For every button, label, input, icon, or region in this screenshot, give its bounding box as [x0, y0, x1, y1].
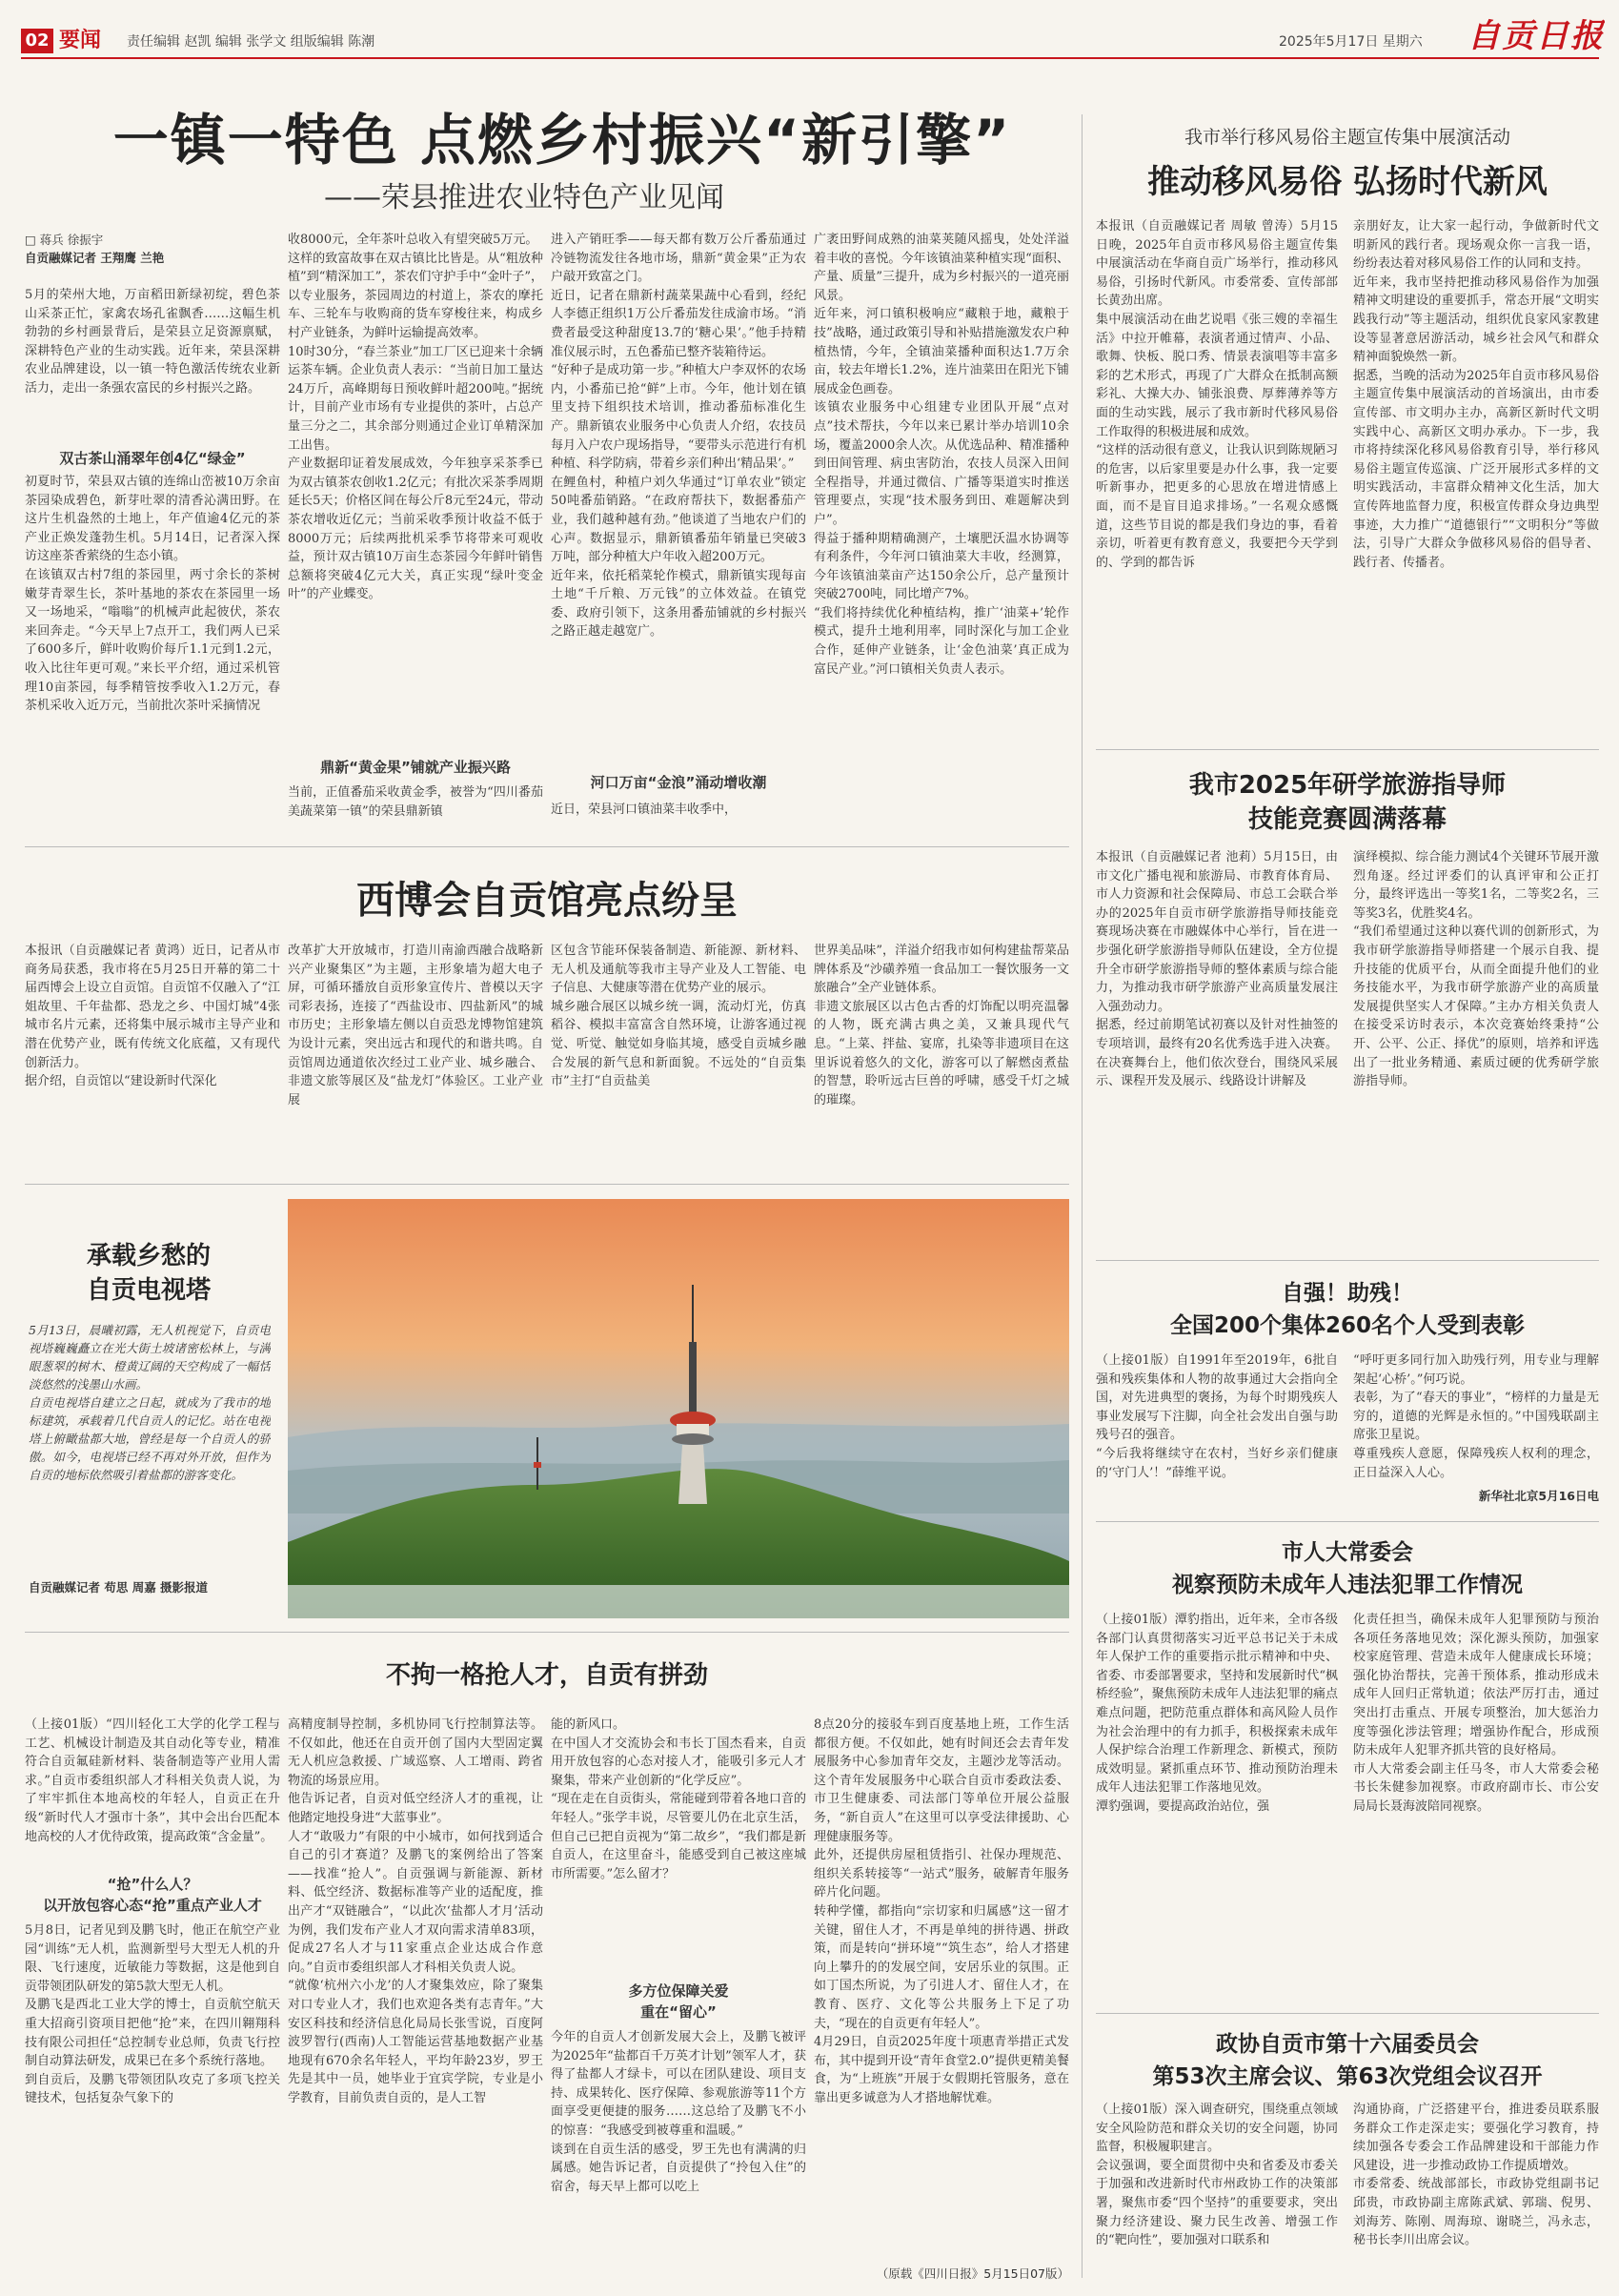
a1-heading-tea: 双古茶山涌翠年创4亿“绿金”	[59, 450, 246, 467]
a7-title	[1096, 1536, 1599, 1601]
a3-col1: 本报讯（自贡融媒记者 池莉）5月15日，由市文化广播电视和旅游局、市教育体育局、市人力资源和社会保障局、市总工会联合举办的2025年自贡市研学旅游指导师技能竞赛现场决赛在市融媒体中心举行，旨在进一步强化研学旅游指导师队伍建设，全方位提升全市研学旅游指导师的整体素质与综合能力，为推动我市研学旅游产业高质量发展注入强劲动力。 据悉，经过前期笔试初赛以及针对性抽签的专项培训，最终有20名优秀选手进入决赛。在决赛舞台上，他们依次登台，围绕风采展示、课程开发及展示、线路设计讲解及	[1096, 850, 1338, 1089]
divider-left-right	[1082, 114, 1083, 2278]
a1-col1b: 初夏时节，荣县双古镇的连绵山峦被10万余亩茶园染成碧色，新芽吐翠的清香沁满田野。在这片生机盎然的土地上，年产值逾4亿元的茶产业正焕发蓬勃生机。5月14日，记者深入探访这座茶香萦绕的生态小镇。 在该镇双古村7组的茶园里，两寸余长的茶树嫩芽青翠生长，茶叶基地的茶农在茶园里一场又一场地采，“嗡嗡”的机械声此起彼伏，茶农来回奔走。“今天早上7点开工，我们两人已采了600多斤，鲜叶收购价每斤1.1元到1.2元，收入比往年更可观。”来长平介绍，通过采机管理10亩茶园，每季精管按季收入1.2万元，春茶机采收入近万元，当前批次茶叶采摘情况	[25, 475, 280, 714]
divider-a4-photo	[25, 1184, 1069, 1185]
a9-col2: 沟通协商，广泛搭建平台，推进委员联系服务群众工作走深走实；要强化学习教育，持续加强各专委会工作品牌建设和干部能力作风建设，进一步推动政协工作提质增效。 市委常委、统战部部长，市政协党组副书记邱贵，市政协副主席陈武斌、郭瑞、倪男、刘海芳、陈刚、周海琼、谢晓兰，冯永志，秘书长李川出席会议。	[1353, 2103, 1599, 2248]
a1-heading-tomato: 鼎新“黄金果”铺就产业振兴路	[320, 759, 511, 776]
a8-heading-who	[25, 1874, 280, 1916]
a8-heading-who-line1: “抢”什么人？	[107, 1876, 198, 1893]
a8-col4: 8点20分的接驳车到百度基地上班，工作生活都很方便。不仅如此，她有时间还会去青年发展服务中心参加青年交友，主题沙龙等活动。这个青年发展服务中心联合自贡市委政法委、市卫生健康委、司法部门等单位开展公益服务，“新自贡人”在这里可以享受法律援助、心理健康服务等。 此外，还提供房屋租赁指引、社保办理规范、组织关系转接等“一站式”服务，破解青年服务碎片化问题。 转种学懂，都指向“宗切家和归属感”这一留才关键，留住人才，不再是单纯的拼待遇、拼政策，而是转向“拼环境”“筑生态”，给人才搭建向上攀升的的发展空间，安居乐业的氛围。正如丁国杰所说，为了引进人才、留住人才，在教育、医疗、文化等公共服务上下足了功夫，“现在的自贡更有年轻人”。 4月29日，自贡2025年度十项惠青举措正式发布，其中提到开设“青年食堂2.0”提供更精美餐食，为“上班族”开展于女假期托管服务，意在靠出更多诚意为人才搭地解忧难。	[814, 1717, 1069, 2105]
a8-col1b: 5月8日，记者见到及鹏飞时，他正在航空产业园“训练”无人机，监测新型号大型无人机的升限、飞行速度，近敏能力等数据，这是他到自贡带领团队研发的第5款大型无人机。 及鹏飞是西北工业大学的博士，自贡航空航天重大招商引资项目把他“抢”来，在四川翱翔科技有限公司担任“总控制专业总师，负责飞行控制自动算法研发，成果已在多个系统行落地。 到自贡后，及鹏飞带领团队攻克了多项飞控关键技术，包括复杂气象下的	[25, 1923, 280, 2106]
a8-heading-who-line2: 以开放包容心态“抢”重点产业人才	[43, 1897, 262, 1914]
a1-byline	[25, 231, 282, 267]
a5-title	[25, 1239, 273, 1308]
a6-col1: （上接01版）自1991年至2019年，6批自强和残疾集体和人物的故事通过大会指向全国，对先进典型的褒扬，为每个时期残疾人事业发展写下注脚，向全社会发出自强与助残号召的强音。 “今后我将继续守在农村，当好乡亲们健康的‘守门人’！”薛维平说。	[1096, 1353, 1338, 1480]
a1-col2: 收8000元，全年茶叶总收入有望突破5万元。 这样的致富故事在双古镇比比皆是。从“粗放种植”到“精深加工”，茶农们守护手中“金叶子”，以专业服务，茶园周边的村道上，茶农的摩托车、三轮车与收购商的货车穿梭往来，构成乡村产业链条，为鲜叶运输提高效率。 10时30分，“春兰茶业”加工厂区已迎来十余辆运茶车辆。企业负责人表示：“当前日加工量达24万斤，高峰期每日预收鲜叶超200吨。”据统计，目前产业市场有专业提供的茶叶，占总产量三分之二，其余部分则通过企业订单精深加工出售。 产业数据印证着发展成效，今年独享采茶季已为双古镇茶农创收1.2亿元；有批次采茶季周期延长5天；价格区间在每公斤8元至24元，带动茶农增收近亿元；当前采收季预计收益不低于8000万元；后续两批机采季节将带来可观收益，预计双古镇10万亩生态茶园今年鲜叶销售总额将突破4亿元大关，真正实现“绿叶变金叶”的产业蝶变。	[288, 233, 543, 602]
a7-title-line2: 视察预防未成年人违法犯罪工作情况	[1172, 1573, 1523, 1597]
a4-col2: 改革扩大开放城市，打造川南渝西融合战略新兴产业聚集区”为主题，主形象墙为超大电子屏，可循环播放自贡形象宣传片、普模以天字司彩表扬，连接了“西盐设市、四盐新风”的城市历史；主形象墙左侧以自贡恐龙博物馆建筑为设计元素，突出远古和现代的和谐共鸣。自贡馆周边通道依次经过工业产业、城乡融合、非遗文旅等展区及“盐龙灯”体验区。工业产业展	[288, 944, 543, 1107]
a2-title: 推动移风易俗 弘扬时代新风	[1147, 163, 1548, 201]
a8-col3b: 今年的自贡人才创新发展大会上，及鹏飞被评为2025年“盐都百千万英才计划”领军人才，获得了盐都人才绿卡，可以在团队建设、项目支持、成果转化、医疗保障、参观旅游等11个方面享受更便捷的服务……这总给了及鹏飞不小的惊喜：“我感受到被尊重和温暖。” 谈到在自贡生活的感受，罗王先也有满满的归属感。她告诉记者，自贡提供了“拎包入住”的宿舍，每天早上都可以吃上	[551, 2030, 806, 2194]
a4-col1: 本报讯（自贡融媒记者 黄鸿）近日，记者从市商务局获悉，我市将在5月25日开幕的第二十届西博会上设立自贡馆。自贡馆不仅融入了“江姐故里、千年盐都、恐龙之乡、中国灯城”4张城市名片元素，还将集中展示城市主导产业和潜在优势产业，既有传统文化底蕴，又有现代创新活力。 据介绍，自贡馆以“建设新时代深化	[25, 944, 280, 1089]
a2-col2: 亲朋好友，让大家一起行动，争做新时代文明新风的践行者。现场观众你一言我一语，纷纷表达着对移风易俗工作的认同和支持。 近年来，我市坚持把推动移风易俗作为加强精神文明建设的重要抓手，常态开展“文明实践我行动”等主题活动，组织优良家风家教建设等显著意居游活动，城乡社会风气和群众精神面貌焕然一新。 据悉，当晚的活动为2025年自贡市移风易俗主题宣传集中展演活动的首场演出，由市委宣传部、市文明办主办，高新区新时代文明实践中心、高新区文明办承办。下一步，我市将持续深化移风易俗教育引导，举行移风易俗主题宣传巡演、广泛开展形式多样的文明实践活动，丰富群众精神文化生活，加大宣传阵地监督力度，积极宣传群众身边典型事迹，大力推广“道德银行”“文明积分”等做法，引导广大群众争做移风易俗的倡导者、践行者、传播者。	[1353, 219, 1599, 570]
a8-heading-retain-line2: 重在“留心”	[640, 2003, 717, 2021]
a7-col2: 化责任担当，确保未成年人犯罪预防与预治各项任务落地见效；深化源头预防，加强家校家庭管理、营造未成年人健康成长环境；强化协治帮扶，完善干预体系，推动形成未成年人回归正常轨道；依法严厉打击，通过突出打击重点、开展专项整治，加大惩治力度等强化涉法管理；增强协作配合，形成预防未成年人犯罪齐抓共管的良好格局。 市人大常委会副主任马冬，市人大常委会秘书长朱健参加视察。市政府副市长、市公安局局长聂海波陪同视察。	[1353, 1613, 1599, 1814]
a5-title-line1: 承载乡愁的	[86, 1242, 211, 1270]
a8-source-credit: （原载《四川日报》5月15日07版）	[876, 2266, 1069, 2281]
a1-heading-rapeseed: 河口万亩“金浪”涌动增收潮	[590, 774, 767, 791]
a1-col3: 进入产销旺季——每天都有数万公斤番茄通过冷链物流发往各地市场，鼎新“黄金果”正为农户敲开致富之门。 近日，记者在鼎新村蔬菜果蔬中心看到，经纪人李德正组织1万公斤番茄发往成渝市场。“消费者最受这种甜度13.7的‘糖心果’。”他手持精准仪展示时，五色番茄已整齐装箱待运。 “好种子是成功第一步。”种植大户李双怀的农场内，小番茄已抢“鲜”上市。今年，他计划在镇里支持下组织技术培训，推动番茄标准化生产。鼎新镇农业服务中心负责人介绍，农技员每月入户农户现场指导，“要带头示范进行有机种植、科学防病，带着乡亲们种出‘精品果’。” 在鲤鱼村，种植户刘久华通过“订单农业”锁定50吨番茄销路。“在政府帮扶下，数据番茄产业，我们越种越有劲。”他谈道了当地农户们的心声。数据显示，鼎新镇番茄年销量已突破3万吨，部分种植大户年收入超200万元。 近年来，依托稻菜轮作模式，鼎新镇实现每亩土地“千斤粮、万元钱”的立体效益。在镇党委、政府引领下，这条用番茄铺就的乡村振兴之路正越走越宽广。	[551, 233, 806, 640]
a2-kicker: 我市举行移风易俗主题宣传集中展演活动	[1184, 127, 1510, 148]
divider-a3-a6	[1096, 1260, 1599, 1261]
a9-title-line1: 政协自贡市第十六届委员会	[1216, 2032, 1479, 2057]
a3-col2: 演绎模拟、综合能力测试4个关键环节展开激烈角逐。经过评委们的认真评审和公正打分，最终评选出一等奖1名，二等奖2名，三等奖3名，优胜奖4名。 “我们希望通过这种以赛代训的创新形式，为我市研学旅游指导师搭建一个展示自我、提升技能的优质平台，从而全面提升他们的业务技能水平，为我市研学旅游产业的高质量发展提供坚实人才保障。”主办方相关负责人在接受采访时表示，本次竞赛始终秉持“公开、公平、公正、择优”的原则，培养和评选出了一批业务精通、素质过硬的优秀研学旅游指导师。	[1353, 850, 1599, 1089]
a6-credit: 新华社北京5月16日电	[1478, 1489, 1599, 1503]
a6-title-line1: 自强！助残！	[1282, 1281, 1413, 1306]
a8-title: 不拘一格抢人才，自贡有拼劲	[385, 1661, 708, 1690]
divider-a2-a3	[1096, 749, 1599, 750]
issue-date: 2025年5月17日 星期六	[1279, 34, 1423, 50]
a5-body: 5月13日，晨曦初露，无人机视觉下，自贡电视塔巍巍矗立在光大街土坡诸密松林上，与满眼葱翠的树木、橙黄辽阔的天空构成了一幅恬淡悠然的浅墨山水画。 自贡电视塔自建立之日起，就成为了我市的地标建筑，承载着几代自贡人的记忆。站在电视塔上俯瞰盐都大地，曾经是每一个自贡人的骄傲。如今，电视塔已经不再对外开放，但作为自贡的地标依然吸引着盐都的游客变化。	[29, 1323, 271, 1482]
a1-subtitle: ——荣县推进农业特色产业见闻	[324, 181, 724, 214]
a7-col1: （上接01版）潭豹指出，近年来，全市各级各部门认真贯彻落实习近平总书记关于未成年人保护工作的重要指示批示精神和中央、省委、市委部署要求，坚持和发展新时代“枫桥经验”，聚焦预防未成年人违法犯罪的痛点难点问题，把防范重点群体和高风险人员作为社会治理中的有力抓手，积极探索未成年人保护综合治理工作新理念、新模式，预防成效明显。紧抓重点环节、推动预防治理未成年人违法犯罪工作落地见效。 潭豹强调，要提高政治站位，强	[1096, 1613, 1338, 1814]
newspaper-logo: 自贡日报	[1467, 17, 1605, 55]
divider-a1-a4	[25, 846, 1069, 847]
a6-title	[1096, 1277, 1599, 1342]
a9-col1: （上接01版）深入调查研究，围绕重点领域安全风险防范和群众关切的安全问题，协同监督，积极履职建言。 会议强调，要全面贯彻中央和省委及市委关于加强和改进新时代市州政协工作的决策部署，聚焦市委“四个坚持”的重要要求，突出聚力经济建设、聚力民生改善、增强工作的“靶向性”，要加强对口联系和	[1096, 2103, 1338, 2248]
a8-heading-retain	[551, 1981, 806, 2022]
a1-col2b: 当前，正值番茄采收黄金季，被誉为“四川番茄美蔬菜第一镇”的荣县鼎新镇	[288, 785, 543, 819]
a6-title-line2: 全国200个集体260名个人受到表彰	[1169, 1313, 1526, 1338]
a3-title	[1096, 768, 1599, 837]
a4-col4: 世界美品味”，洋溢介绍我市如何构建盐帮菜品牌体系及“沙磺养殖一食品加工一餐饮服务一文旅融合”全产业链体系。 非遗文旅展区以古色古香的灯饰配以明亮温馨的人物，既充满古典之美，又兼具现代气息。“上菜、拌盐、宴席，扎染等非遗项目在这里诉说着悠久的文化，游客可以了解燃卤煮盐的智慧，聆听远古巨兽的呼啸，感受千灯之城的璀璨。	[814, 944, 1069, 1107]
a9-title-line2: 第53次主席会议、第63次党组会议召开	[1152, 2064, 1543, 2089]
masthead	[0, 0, 1619, 57]
a8-heading-retain-line1: 多方位保障关爱	[628, 1982, 729, 2000]
divider-a7-a9	[1096, 2013, 1599, 2014]
a2-col1: 本报讯（自贡融媒记者 周敏 曾涛）5月15日晚，2025年自贡市移风易俗主题宣传集中展演活动在华商自贡广场举行，推动移风易俗，引扬时代新风。市委常委、宣传部部长黄劲出席。 集中展演活动在曲艺说唱《张三嫂的幸福生活》中拉开帷幕，表演者通过情声、小品、歌舞、快板、脱口秀、情景表演唱等丰富多彩的艺术形式，再现了广大群众在抵制高额彩礼、大操大办、铺张浪费、厚葬薄养等方面的生动实践，展示了我市新时代移风易俗工作取得的积极进展和成效。 “这样的活动很有意义，让我认识到陈规陋习的危害，以后家里要是办什么事，我一定要听新事办，把更多的心思放在增进情感上面，而不是盲目追求排场。”一名观众感慨道，这些节目说的都是我们身边的事，看着亲切，听着更有教育意义，我要把今天学到的、学到的都告诉	[1096, 219, 1338, 570]
a1-col4: 广袤田野间成熟的油菜荚随风摇曳，处处洋溢着丰收的喜悦。今年该镇油菜种植实现“面积、产量、质量”三提升，成为乡村振兴的一道亮丽风景。 近年来，河口镇积极响应“藏粮于地，藏粮于技”战略，通过政策引导和补贴措施激发农户种植热情，今年，全镇油菜播种面积达1.7万余亩，较去年增长1.2%，连片油菜田在阳光下铺展成金色画卷。 该镇农业服务中心组建专业团队开展“点对点”技术帮扶，今年以来已累计举办培训10余场，覆盖2000余人次。从优选品种、精准播种到田间管理、病虫害防治，农技人员深入田间全程指导，并通过微信、广播等渠道实时推送管理要点，实现“技术服务到田、难题解决到户”。 得益于播种期精确测产，土壤肥沃温水协调等有利条件，今年河口镇油菜大丰收，经测算，今年该镇油菜亩产达150余公斤，总产量预计突破2700吨，同比增产7%。 “我们将持续优化种植结构，推广‘油菜+’轮作模式，提升土地利用率，同时深化与加工企业合作，延伸产业链条，让‘金色油菜’真正成为富民产业。”河口镇相关负责人表示。	[814, 233, 1069, 677]
editor-credits: 责任编辑 赵凯 编辑 张学文 组版编辑 陈潮	[127, 34, 375, 50]
section-name: 要闻	[59, 29, 102, 52]
tv-tower-illustration	[288, 1199, 1069, 1618]
a1-title: 一镇一特色 点燃乡村振兴“新引擎”	[112, 108, 1012, 173]
a4-col3: 区包含节能环保装备制造、新能源、新材料、无人机及通航等我市主导产业及人工智能、电子信息、大健康等潜在优势产业的展示。 城乡融合展区以城乡统一调，流动灯光，仿真稻谷、模拟丰富富含自然环境，让游客通过视觉、听觉、触觉如身临其境，感受自贡城乡融合发展的新气息和新面貌。不远处的“自贡集市”主打“自贡盐美	[551, 944, 806, 1089]
a8-col3: 能的新风口。 在中国人才交流协会和韦长丁国杰看来，自贡用开放包容的心态对接人才，能吸引多元人才聚集，带来产业创新的“化学反应”。 “现在走在自贡街头，常能碰到带着各地口音的年轻人。”张学丰说，尽管要儿仍在北京生活，但自己已把自贡视为“第二故乡”，“我们都是新自贡人，在这里奋斗，能感受到自己被这座城市所需要。”怎么留才？	[551, 1717, 806, 1881]
a1-byline-authors: □ 蒋兵 徐振宇	[25, 233, 104, 247]
a5-title-line2: 自贡电视塔	[86, 1276, 211, 1305]
a3-title-line1: 我市2025年研学旅游指导师	[1188, 771, 1507, 800]
a1-byline-reporters: 自贡融媒记者 王翔鹰 兰艳	[25, 251, 165, 265]
a1-col1: 5月的荣州大地，万亩稻田新绿初绽，碧色茶山采茶正忙，家禽农场孔雀飘香……这幅生机勃勃的乡村画景背后，是荣县立足资源禀赋，深耕特色产业的生动实践。近年来，荣县深耕农业品牌建设，以一镇一特色激活传统农业新活力，走出一条强农富民的乡村振兴之路。	[25, 288, 280, 396]
a9-title	[1096, 2028, 1599, 2093]
a3-title-line2: 技能竞赛圆满落幕	[1247, 805, 1447, 834]
a8-col2: 高精度制导控制，多机协同飞行控制算法等。不仅如此，他还在自贡开创了国内大型固定翼无人机应急救援、广域巡察、人工增雨、跨省物流的场景应用。 他告诉记者，自贡对低空经济人才的重视，让他踏定地投身进“大蓝事业”。 人才“敢吸力”有限的中小城市，如何找到适合自己的引才赛道？及鹏飞的案例给出了答案——找准“抢人”。自贡强调与新能源、新材料、低空经济、数据标准等产业的适配度，推出产才“双链融合”，“以此次‘盐都人才月’活动为例，我们发布产业人才双向需求清单83项，促成27名人才与11家重点企业达成合作意向。”自贡市委组织部人才科相关负责人说。 “就像‘杭州六小龙’的人才聚集效应，除了聚集对口专业人才，我们也欢迎各类有志青年。”大安区科技和经济信息化局局长张雪说，百度阿波罗智行(西南)人工智能运营基地数据产业基地现有670余名年轻人，平均年龄23岁，罗王先是其中一员，她毕业于宜宾学院，专业是小学教育，目前负责自贡的，是人工智	[288, 1717, 543, 2105]
a8-col1: （上接01版）“四川轻化工大学的化学工程与工艺、机械设计制造及其自动化等专业，精准符合自贡氟硅新材料、装备制造等产业用人需求。”自贡市委组织部人才科相关负责人说，为了牢牢抓住本地高校的年轻人，自贡正在升级“新时代人才强市十条”，其中会出台匹配本地高校的人才优待政策，提高政策“含金量”。	[25, 1717, 280, 1844]
page-number-badge: 02	[21, 29, 53, 53]
a6-col2: “呼吁更多同行加入助残行列，用专业与理解架起‘心桥’。”何巧说。 表彰，为了“春天的事业”，“榜样的力量是无穷的，道德的光辉是永恒的。”中国残联副主席张卫星说。 尊重残疾人意愿，保障残疾人权利的理念，正日益深入人心。	[1353, 1353, 1599, 1480]
tv-tower-photo	[288, 1199, 1069, 1618]
a7-title-line1: 市人大常委会	[1282, 1540, 1413, 1565]
a5-photo-credit: 自贡融媒记者 苟思 周嘉 摄影报道	[29, 1580, 209, 1595]
masthead-rule	[21, 57, 1599, 59]
divider-photo-a8	[25, 1632, 1069, 1633]
a4-title: 西博会自贡馆亮点纷呈	[356, 879, 738, 923]
a1-col3b: 近日，荣县河口镇油菜丰收季中，	[551, 803, 738, 817]
divider-a6-a7	[1096, 1521, 1599, 1522]
